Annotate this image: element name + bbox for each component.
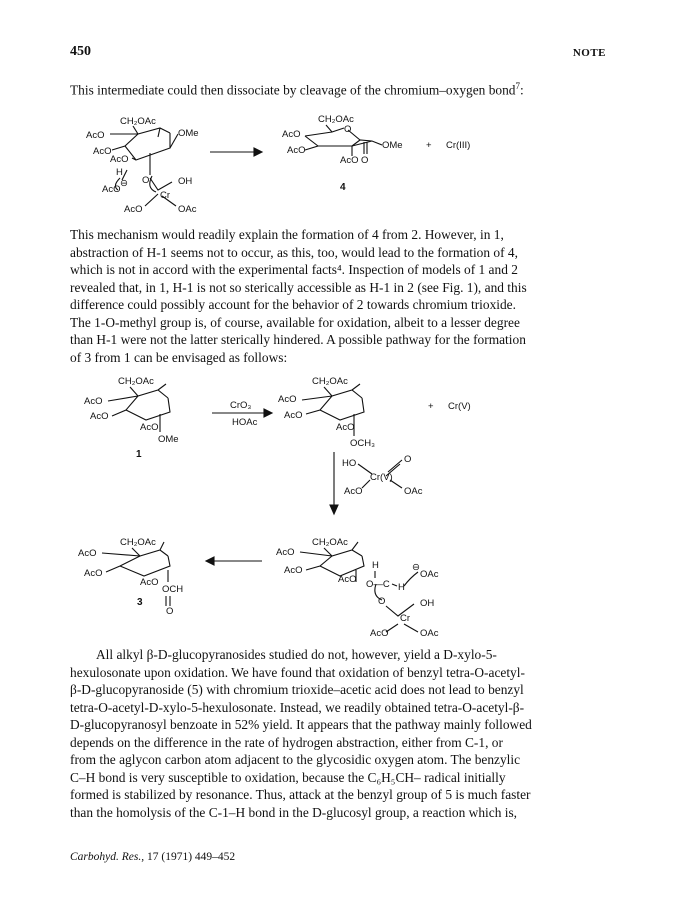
compound-4-complex (276, 537, 439, 639)
oh-label: OH (420, 598, 435, 609)
paragraph-text: This intermediate could then dissociate by cleavage of the chromium–oxygen bond (70, 82, 516, 98)
aco-label: AcO (84, 568, 103, 579)
reaction-arrow-left (206, 557, 262, 565)
aco-label: AcO (370, 628, 389, 639)
ring-o-label: O (344, 124, 352, 135)
reference-marker: 7 (515, 81, 520, 91)
paragraph-mechanism (70, 226, 610, 366)
o-label: O (404, 454, 412, 465)
o-label: O (142, 175, 150, 186)
aco-label: AcO (86, 130, 105, 141)
ome-label: OMe (382, 140, 403, 151)
text-line: depends on the difference in the rate of hydrogen abstraction, either from C-1, or (70, 734, 503, 750)
o-c-label: O—C (366, 579, 390, 590)
compound-number: 4 (340, 182, 346, 193)
text-line: of 3 from 1 can be envisaged as follows: (70, 349, 288, 365)
cr3-label: Cr(III) (446, 140, 471, 151)
reagent-top: CrO₃ (230, 400, 252, 411)
ch2oac-label: CH₂OAc (120, 116, 156, 127)
plus-sign: + (426, 140, 432, 151)
aco-label: AcO (93, 146, 112, 157)
plus-sign: + (428, 401, 434, 412)
paragraph-end: : (519, 82, 524, 98)
h-label: H (372, 560, 379, 571)
ho-label: HO (342, 458, 357, 469)
compound-1 (84, 376, 179, 460)
h-label: H (116, 167, 123, 178)
reaction-arrow (210, 148, 262, 156)
cr-label: Cr (400, 613, 411, 624)
o-label: O (166, 606, 174, 617)
text-line: tetra-O-acetyl-D-xylo-5-hexulosonate. Instead, we readily obtained tetra-O-acetyl-β- (70, 699, 525, 715)
charge-label: ⊖ (412, 562, 420, 573)
section-label: NOTE (572, 47, 606, 59)
charge-label: ⊖ (120, 178, 128, 189)
text-line: β-D-glucopyranoside (5) with chromium trioxide–acetic acid does not lead to benzyl (70, 682, 524, 697)
oac-label: OAc (178, 204, 197, 215)
oac-anion-label: OAc (420, 569, 439, 580)
aco-label: AcO (140, 577, 159, 588)
aco-label: AcO (140, 422, 159, 433)
text-line: revealed that, in 1, H-1 is not so sterically accessible as H-1 in 2 (see Fig. 1), and this (70, 279, 527, 295)
text-line: abstraction of H-1 seems not to occur, as this, too, would lead to the formation of 4, (70, 244, 518, 260)
oac-label: OAc (420, 628, 439, 639)
compound-number: 3 (137, 597, 143, 608)
journal-footer (70, 851, 235, 863)
reagent-bottom: HOAc (232, 417, 258, 428)
compound-2-intermediate (278, 376, 471, 449)
text-line: formed is stabilized by resonance. Thus, attack at the benzyl group of 5 is much faster (70, 787, 531, 802)
text-line: than the homolysis of the C-1–H bond in the D-glucosyl group, a reaction which is, (70, 804, 518, 820)
aco-label: AcO (90, 411, 109, 422)
text-line: All alkyl β-D-glucopyranosides studied do not, however, yield a D-xylo-5- (96, 647, 497, 662)
o-label: O (361, 155, 369, 166)
aco-label: AcO (340, 155, 359, 166)
reagent-arrow (212, 400, 272, 428)
text-line: C–H bond is very susceptible to oxidation, because the C₆H₅CH– radical initially (70, 769, 506, 785)
text-line: than H-1 were not the latter sterically hindered. A possible pathway for the formation (70, 332, 526, 347)
cr-label: Cr (160, 190, 171, 201)
aco-label: AcO (78, 548, 97, 559)
o-label: O (378, 596, 386, 607)
journal-name: Carbohyd. Res., (70, 851, 145, 863)
ch2oac-label: CH₂OAc (120, 537, 156, 548)
chromium-complex-arrow (330, 452, 423, 514)
aco-label: AcO (84, 396, 103, 407)
journal-citation: 17 (1971) 449–452 (146, 851, 236, 863)
aco-label: AcO (124, 204, 143, 215)
scheme1-product (282, 114, 470, 193)
aco-label: AcO (284, 410, 303, 421)
aco-label: AcO (338, 574, 357, 585)
compound-3 (78, 537, 183, 617)
aco-label: AcO (282, 129, 301, 140)
text-line: from the aglycon carbon atom adjacent to the glycosidic oxygen atom. The benzylic (70, 752, 521, 767)
aco-label: AcO (110, 154, 129, 165)
paragraph-glucopyranosides (70, 646, 610, 821)
text-line: D-glucopyranosyl benzoate in 52% yield. It appears that the pathway mainly followed (70, 717, 532, 732)
aco-label: AcO (344, 486, 363, 497)
aco-label: AcO (287, 145, 306, 156)
aco-label: AcO (276, 547, 295, 558)
aco-label: AcO (284, 565, 303, 576)
text-line: This mechanism would readily explain the formation of 4 from 2. However, in 1, (70, 227, 504, 242)
aco-anion-label: AcO (102, 184, 121, 195)
ch2oac-label: CH₂OAc (318, 114, 354, 125)
h-label: H (398, 582, 405, 593)
compound-number: 1 (136, 449, 142, 460)
ch2oac-label: CH₂OAc (312, 376, 348, 387)
cr5-label: Cr(V) (448, 401, 471, 412)
oac-label: OAc (404, 486, 423, 497)
aco-label: AcO (278, 394, 297, 405)
ch2oac-label: CH₂OAc (312, 537, 348, 548)
oh-label: OH (178, 176, 193, 187)
ome-label: OMe (158, 434, 179, 445)
cr5-complex-label: Cr(V) (370, 472, 393, 483)
page-number: 450 (70, 44, 91, 59)
scheme1-reactant (86, 116, 199, 215)
ch2oac-label: CH₂OAc (118, 376, 154, 387)
text-line: The 1-O-methyl group is, of course, available for oxidation, albeit to a lesser degree (70, 314, 520, 330)
och-label: OCH (162, 584, 184, 595)
text-line: hexulosonate upon oxidation. We have found that oxidation of benzyl tetra-O-acetyl- (70, 664, 525, 680)
text-line: which is not in accord with the experimental facts⁴. Inspection of models of 1 and 2 (70, 262, 518, 277)
ome-label: OMe (178, 128, 199, 139)
text-line: difference could possibly account for the behavior of 2 towards chromium trioxide. (70, 297, 516, 312)
aco-label: AcO (336, 422, 355, 433)
och3-label: OCH₃ (350, 438, 375, 449)
